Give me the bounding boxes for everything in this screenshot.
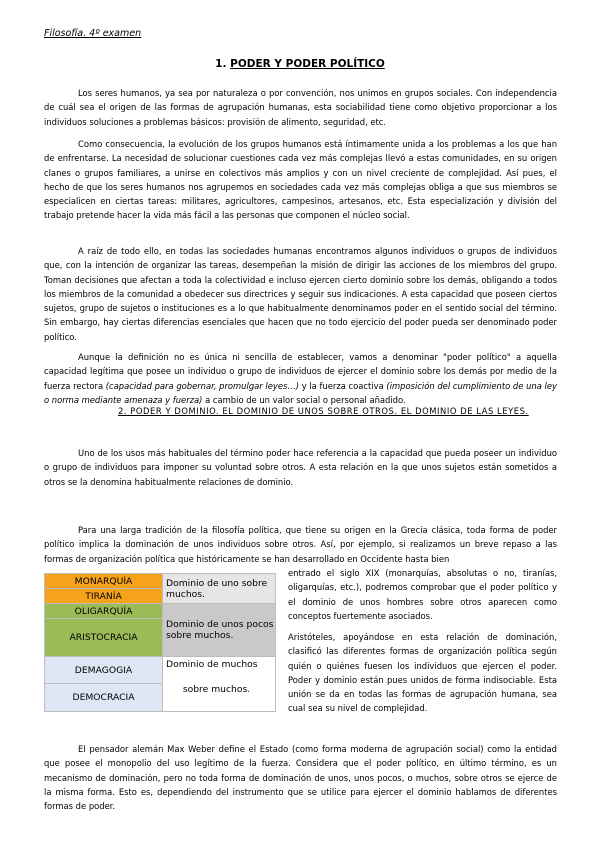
- cell-dominio-uno: Dominio de uno sobre muchos.: [163, 574, 276, 604]
- paragraph-4-end: a cambio de un valor social o personal añadido.: [202, 394, 406, 405]
- cell-dominio-muchos-line2: sobre muchos.: [182, 684, 251, 695]
- header-course-label: Filosofía. 4º examen: [44, 28, 142, 39]
- cell-dominio-muchos: [163, 657, 276, 712]
- section-1-heading: PODER Y PODER POLÍTICO: [230, 58, 385, 70]
- paragraph-4-intro: Aunque la definición no es única ni sencilla de establecer, vamos a denominar "poder político" a aquella capacidad legítima que posee un individuo o grupo de individuos de ejercer el dominio sobre los demás por medio de la fuerza rectora: [44, 352, 557, 391]
- cell-dominio-muchos-line1: Dominio de muchos: [166, 659, 258, 670]
- paragraph-5: Uno de los usos más habituales del término poder hace referencia a la capacidad que pueda poseer un individuo o grupo de individuos para imponer su voluntad sobre otros. A esta relación en la que unos sujetos están sometidos a otros se la denomina habitualmente relaciones de dominio.: [44, 448, 557, 487]
- paragraph-4-mid: y la fuerza coactiva: [299, 380, 387, 391]
- paragraph-2: Como consecuencia, la evolución de los grupos humanos está íntimamente unida a los problemas a los que han de enfrentarse. La necesidad de solucionar cuestiones cada vez más complejas llevó a estas comunidades, en su origen clanes o grupos familiares, a unirse en colectivos más amplios y con un nivel creciente de complejidad. Así pues, el hecho de que los seres humanos nos agrupemos en sociedades cada vez más complejas obliga a que sus miembros se especialicen en ciertas tareas: militares, agricultores, campesinos, artesanos, etc. Esta especialización y división del trabajo pretende hacer la vida más fácil a las personas que componen el núcleo social.: [44, 139, 557, 221]
- cell-oligarquia: OLIGARQUÍA: [45, 604, 163, 619]
- cell-democracia: DEMOCRACIA: [45, 684, 163, 712]
- paragraph-6-continuation: entrado el siglo XIX (monarquías, absolutas o no, tiranías, oligarquías, etc.), podremos comprobar que el poder político y el dominio de unos hombres sobre otros aparecen como conceptos fuertemente asociados.: [288, 568, 557, 621]
- cell-tirania: TIRANÍA: [45, 589, 163, 604]
- cell-monarquia: MONARQUÍA: [45, 574, 163, 589]
- section-2-heading: 2. PODER Y DOMINIO. EL DOMINIO DE UNOS SOBRE OTROS. EL DOMINIO DE LAS LEYES.: [118, 406, 529, 416]
- paragraph-4: [44, 350, 557, 407]
- cell-dominio-pocos: Dominio de unos pocos sobre muchos.: [163, 604, 276, 657]
- paragraph-7: Aristóteles, apoyándose en esta relación de dominación, clasificó las diferentes formas de organización política según quién o quiénes fuesen los individuos que ejercen el poder. Poder y dominio están pues unidos de forma indisociable. Esta unión se da en todas las formas de agrupación humana, sea cual sea su nivel de complejidad.: [288, 632, 557, 714]
- paragraph-8: El pensador alemán Max Weber define el Estado (como forma moderna de agrupación social) como la entidad que posee el monopolio del uso legítimo de la fuerza. Considera que el poder político, en último término, es un mecanismo de dominación, pero no toda forma de dominación de unos, unos pocos, o muchos, sobre otros se ejerce de la misma forma. Esto es, dependiendo del instrumento que se utilice para ejercer el dominio hablamos de diferentes formas de poder.: [44, 744, 557, 812]
- paragraph-1: Los seres humanos, ya sea por naturaleza o por convención, nos unimos en grupos sociales. Con independencia de cuál sea el origen de las formas de agrupación humanas, esta sociabilidad tiene como objetivo proporcionar a los individuos soluciones a problemas básicos: provisión de alimento, seguridad, etc.: [44, 88, 557, 127]
- paragraph-3: A raíz de todo ello, en todas las sociedades humanas encontramos algunos individuos o grupos de individuos que, con la intención de organizar las tareas, desempeñan la misión de dirigir las acciones de los miembros del grupo. Toman decisiones que afectan a toda la colectividad e incluso ejercen cierto dominio sobre los demás, obligando a todos los miembros de la comunidad a obedecer sus directrices y seguir sus indicaciones. A esta capacidad que poseen ciertos sujetos, grupo de sujetos o instituciones es a lo que habitualmente denominamos poder en el sentido social del término. Sin embargo, hay ciertas diferencias esenciales que hacen que no todo ejercicio del poder pueda ser denominado poder político.: [44, 246, 557, 342]
- section-1-number: 1.: [215, 58, 227, 70]
- cell-demagogia: DEMAGOGIA: [45, 657, 163, 684]
- cell-aristocracia: ARISTOCRACIA: [45, 619, 163, 657]
- paragraph-4-rectora-note: (capacidad para gobernar, promulgar leyes…): [105, 380, 299, 391]
- paragraph-4-coactiva-note: (imposición del cumplimiento de una ley o norma mediante amenaza y fuerza): [44, 380, 557, 405]
- section-1-title: [0, 58, 600, 70]
- forms-of-government-table: [44, 573, 276, 712]
- paragraph-6: Para una larga tradición de la filosofía política, que tiene su origen en la Grecia clásica, toda forma de poder político implica la dominación de unos individuos sobre otros. Así, por ejemplo, si realizamos un breve repaso a las formas de organización política que históricamente se han desarrollado en Occidente hasta bien: [44, 525, 557, 564]
